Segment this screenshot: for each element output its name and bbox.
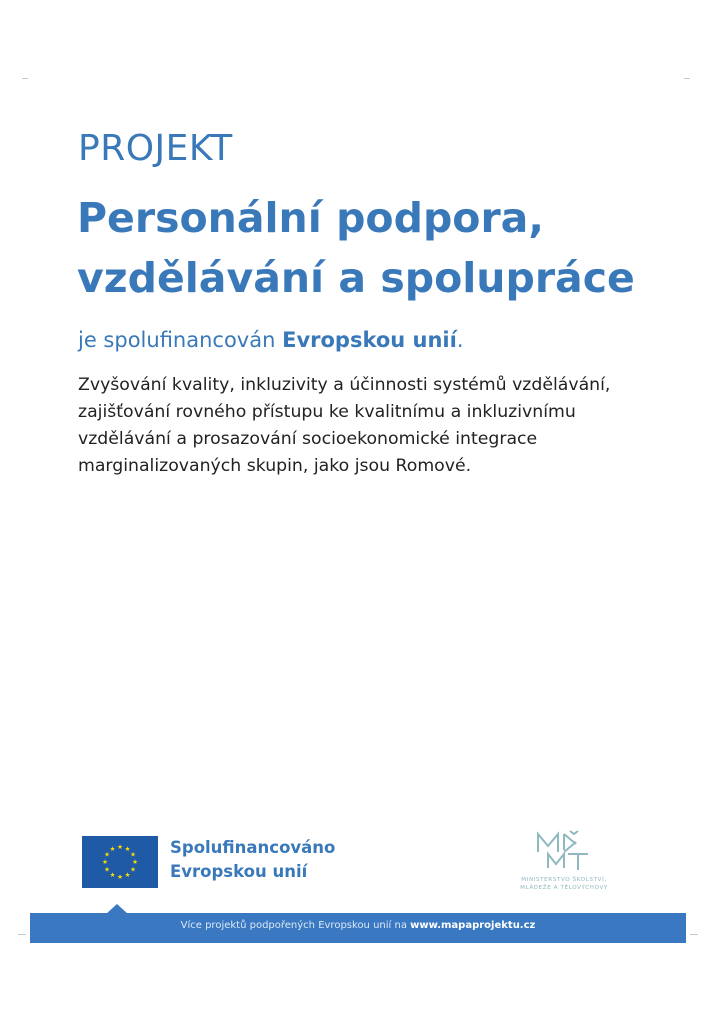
eu-flag-icon [82, 836, 158, 888]
eu-star-icon: ★ [102, 858, 108, 867]
cofinanced-subtitle [78, 328, 464, 352]
eu-star-icon: ★ [124, 871, 131, 880]
msmt-logo [504, 830, 624, 892]
project-title [77, 188, 635, 308]
eu-star-icon: ★ [124, 845, 131, 854]
scan-mark [684, 78, 690, 79]
footer-prefix: Více projektů podpořených Evropskou unií na [180, 920, 411, 931]
description-line-4: marginalizovaných skupin, jako jsou Romové. [78, 456, 472, 476]
eu-star-icon: ★ [132, 858, 138, 867]
eu-star-icon: ★ [117, 843, 123, 852]
description-line-2: zajišťování rovného přístupu ke kvalitnímu a inkluzivnímu [78, 402, 576, 422]
eu-star-icon: ★ [130, 865, 136, 874]
eu-star-icon: ★ [117, 873, 123, 882]
msmt-caption-line-2: MLÁDEŽE A TĚLOVÝCHOVY [520, 885, 608, 891]
scan-mark [18, 934, 26, 935]
scan-mark [22, 78, 28, 79]
eu-star-icon: ★ [109, 871, 116, 880]
msmt-caption-line-1: MINISTERSTVO ŠKOLSTVÍ, [521, 877, 607, 883]
title-line-1: Personální podpora, [77, 194, 544, 242]
scan-mark [690, 934, 698, 935]
eu-star-icon: ★ [109, 845, 116, 854]
eu-star-icon: ★ [104, 865, 110, 874]
description-line-1: Zvyšování kvality, inkluzivity a účinnosti systémů vzdělávání, [78, 375, 611, 395]
subtitle-bold: Evropskou unií [282, 328, 457, 352]
eu-logo-line-1: Spolufinancováno [170, 838, 336, 857]
description-line-3: vzdělávání a prosazování socioekonomické integrace [78, 429, 538, 449]
footer-link[interactable]: www.mapaprojektu.cz [410, 920, 536, 931]
subtitle-prefix: je spolufinancován [78, 328, 283, 352]
eu-star-icon: ★ [104, 850, 110, 859]
eu-cofinanced-logo-text [170, 836, 335, 884]
title-line-2: vzdělávání a spolupráce [77, 254, 635, 302]
eu-star-icon: ★ [130, 850, 136, 859]
project-description [78, 372, 638, 480]
eu-logo-line-2: Evropskou unií [170, 862, 308, 881]
footer-bar [30, 913, 686, 943]
footer-text [30, 920, 686, 931]
project-label: PROJEKT [78, 128, 233, 169]
subtitle-suffix: . [456, 328, 464, 352]
msmt-logo-icon [534, 830, 594, 872]
